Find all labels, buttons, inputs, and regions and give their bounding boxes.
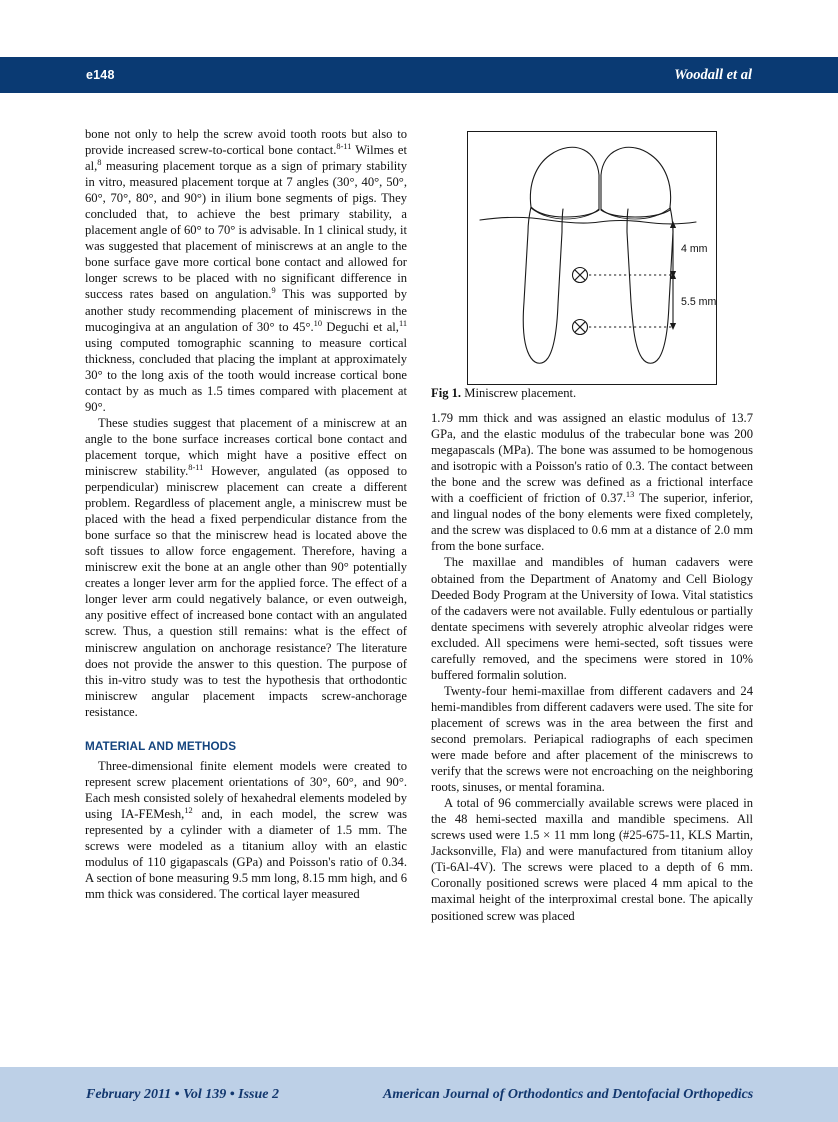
footer-inner bbox=[0, 1067, 838, 1122]
screw-marker-coronal bbox=[573, 268, 588, 283]
left-column-paragraphs-after-heading bbox=[85, 758, 407, 902]
figure-1-frame bbox=[467, 131, 717, 385]
right-tooth-root bbox=[627, 207, 673, 363]
paragraph: Twenty-four hemi-maxillae from different cadavers and 24 hemi-mandibles from different cadavers were used. The site for placement of screws was in the area between the first and second premolars. Periapical radiographs of each specimen were made before and after placement of the miniscrews to verify that the screws were not encroaching on the neighboring roots, sinuses, or mental foramina. bbox=[431, 683, 753, 795]
footer-band bbox=[0, 1067, 838, 1122]
reference-marker: 8-11 bbox=[188, 462, 204, 472]
paragraph: 1.79 mm thick and was assigned an elastic modulus of 13.7 GPa, and the elastic modulus of the trabecular bone was 200 megapascals (MPa). The bone was assumed to be homogenous and isotropic with a Poisson's ratio of 0.3. The contact between the bone and the screw was defined as a frictional interface with a coefficient of friction of 0.37.13 The superior, inferior, and lingual nodes of the bony elements were fixed completely, and the screw was displaced to 0.6 mm at a distance of 2.0 mm from the bone surface. bbox=[431, 411, 753, 554]
figure-1-caption-text: Miniscrew placement. bbox=[464, 386, 577, 400]
footer-journal-title: American Journal of Orthodontics and Dentofacial Orthopedics bbox=[383, 1086, 754, 1102]
running-head bbox=[0, 57, 838, 93]
left-column-paragraphs bbox=[85, 126, 407, 720]
reference-marker: 12 bbox=[184, 805, 193, 815]
left-tooth-root bbox=[523, 207, 563, 363]
screw-marker-apical bbox=[573, 320, 588, 335]
paragraph: A total of 96 commercially available screws were placed in the 48 hemi-sected maxilla and mandible specimens. All screws used were 1.5 × 11 mm long (#25-675-11, KLS Martin, Jacksonville, Fla) and were manufactured from titanium alloy (Ti-6Al-4V). The screws were placed to a depth of 6 mm. Coronally positioned screws were placed 4 mm apical to the maximal height of the interproximal crestal bone. The apically positioned screw was placed bbox=[431, 796, 753, 923]
dimension-4mm bbox=[670, 221, 708, 278]
dimension-5-5mm-label: 5.5 mm bbox=[681, 296, 716, 308]
paragraph: bone not only to help the screw avoid tooth roots but also to provide increased screw-to-cortical bone contact.$^{8-11}$ Wilmes et al,$^8$ measuring placement torque as a sign of primary stability in vitro, measured placement torque at 7 angles (30°, 40°, 50°, 60°, 70°, 80°, and 90°) in ilium bone segments of pigs. They concluded that, to achieve the best primary stability, a placement angle of 60° to 70° is advisable. In 1 clinical study, it was suggested that placement of miniscrews at an angle to the bone surface gave more cortical bone contact and allowed for longer screws to be placed with no significant difference in success rates based on angulation.$^9$ This was supported by another study recommending placement of miniscrews in the mucogingiva at an angulation of 30° to 45°.$^{10}$ Deguchi et al,$^{11}$ using computed tomographic scanning to measure cortical thickness, concluded that placing the implant at approximately 30° to the long axis of the tooth would increase cortical bone contact by as much as 1.5 times compared with placement at 90°. bbox=[85, 127, 408, 414]
right-column-paragraphs bbox=[431, 410, 753, 924]
figure-1-caption bbox=[431, 385, 753, 401]
article-body bbox=[85, 126, 753, 1036]
figure-1-label: Fig 1. bbox=[431, 386, 462, 400]
reference-marker: 8-11 bbox=[336, 141, 352, 151]
section-heading-material-and-methods: MATERIAL AND METHODS bbox=[85, 739, 237, 753]
reference-marker: 11 bbox=[398, 318, 408, 328]
footer-issue-info: February 2011 • Vol 139 • Issue 2 bbox=[86, 1086, 279, 1102]
reference-marker: 8 bbox=[97, 157, 102, 167]
page-folio: e148 bbox=[86, 68, 115, 82]
right-tooth-crown bbox=[601, 147, 671, 217]
reference-marker: 9 bbox=[271, 286, 276, 296]
paragraph: The maxillae and mandibles of human cadavers were obtained from the Department of Anatomy and Cell Biology Deeded Body Program at the University of Iowa. Vital statistics of the cadavers were not available. Fully edentulous or partially dentate specimens with severely atrophic alveolar ridges were excluded. All specimens were hemi-sected, soft tissues were carefully removed, and the specimens were stored in 10% buffered formalin solution. bbox=[431, 555, 753, 682]
left-tooth-crown bbox=[530, 147, 599, 217]
reference-marker: 13 bbox=[625, 490, 635, 500]
figure-1 bbox=[431, 131, 753, 401]
dimension-4mm-label: 4 mm bbox=[681, 243, 708, 255]
miniscrew-placement-diagram bbox=[468, 132, 716, 384]
paragraph: Three-dimensional finite element models were created to represent screw placement orientations of 30°, 60°, and 90°. Each mesh consisted solely of hexahedral elements modeled by using IA-FEMesh,$^{12}$ and, in each model, the screw was represented by a cylinder with a diameter of 1.5 mm. The screws were modeled as a titanium alloy with an elastic modulus of 110 gigapascals (GPa) and Poisson's ratio of 0.34. A section of bone measuring 9.5 mm long, 8.15 mm high, and 6 mm thick was considered. The cortical layer measured bbox=[85, 758, 407, 902]
reference-marker: 10 bbox=[313, 318, 323, 328]
left-column bbox=[85, 126, 407, 902]
bone-crest-line bbox=[480, 217, 696, 224]
running-head-authors: Woodall et al bbox=[674, 66, 752, 83]
right-column bbox=[431, 126, 753, 924]
paragraph: These studies suggest that placement of a miniscrew at an angle to the bone surface increases cortical bone contact and placement torque, which might have a positive effect on miniscrew stability.$^{8-11}$ However, angulated (as opposed to perpendicular) miniscrew placement can create a different problem. Regardless of placement angle, a miniscrew must be placed with the head a fixed perpendicular distance from the bone surface so that the miniscrew head is located above the soft tissues to allow force engagement. Therefore, having a miniscrew exit the bone at an angle other than 90° potentially creates a longer lever arm for the applied force. The effect of a longer lever arm could negatively balance, or even outweigh, any positive effect of increased bone contact with an angulated screw. Thus, a question still remains: what is the effect of miniscrew angulation on anchorage resistance? The literature does not provide the answer to this question. The purpose of this in-vitro study was to test the hypothesis that orthodontic miniscrew angular placement impacts screw-anchorage resistance. bbox=[85, 415, 407, 719]
dimension-5-5mm bbox=[670, 272, 716, 330]
